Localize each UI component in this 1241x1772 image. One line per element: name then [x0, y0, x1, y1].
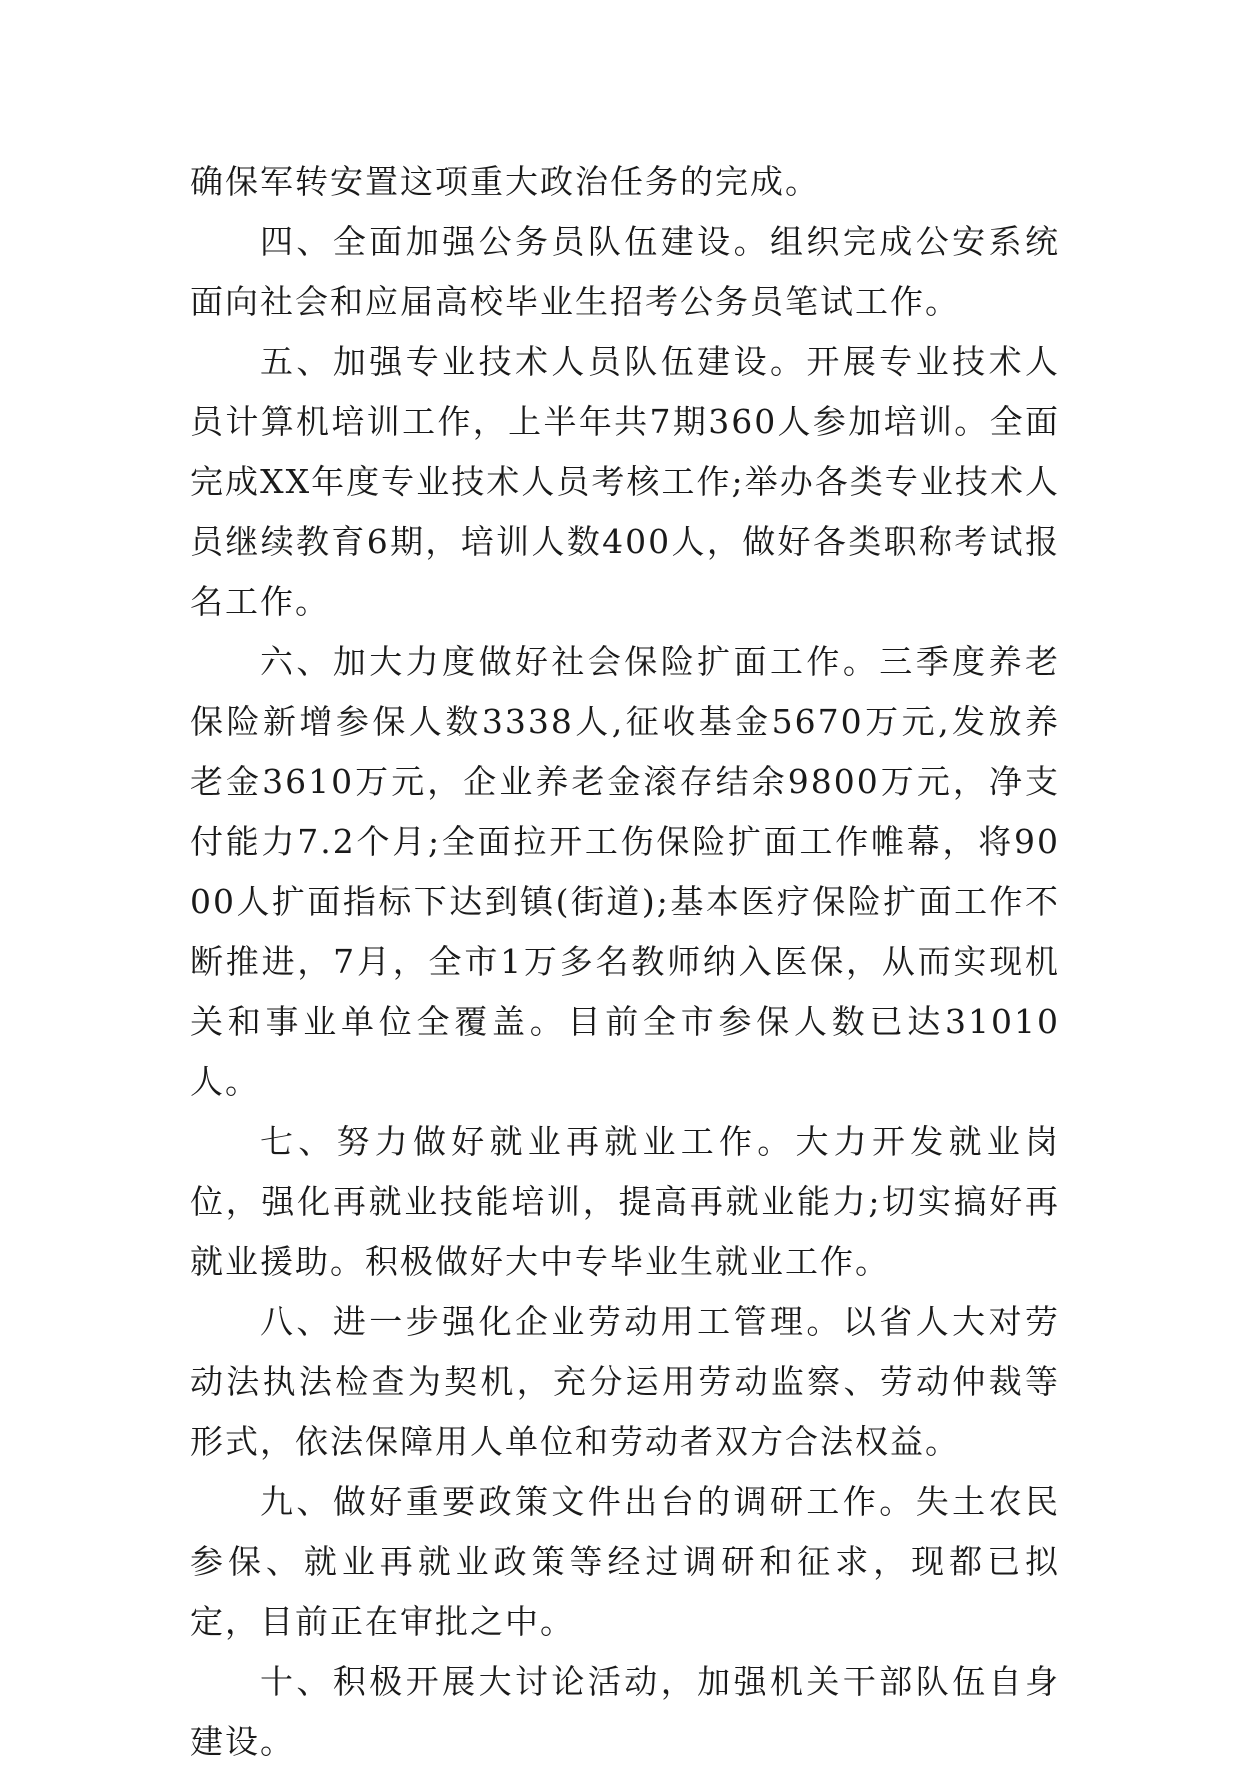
paragraph-social-insurance: 六、加大力度做好社会保险扩面工作。三季度养老保险新增参保人数3338人,征收基金5670万元,发放养老金3610万元，企业养老金滚存结余9800万元，净支付能力7.2个月;全面拉开工伤保险扩面工作帷幕，将9000人扩面指标下达到镇(街道);基本医疗保险扩面工作不断推进，7月，全市1万多名教师纳入医保，从而实现机关和事业单位全覆盖。目前全市参保人数已达31010人。 [190, 642, 1060, 1101]
paragraph-policy-research: 九、做好重要政策文件出台的调研工作。失土农民参保、就业再就业政策等经过调研和征求，现都已拟定，目前正在审批之中。 [190, 1482, 1060, 1641]
paragraph-discussion-activity: 十、积极开展大讨论活动，加强机关干部队伍自身建设。 [190, 1662, 1060, 1761]
paragraph-employment: 七、努力做好就业再就业工作。大力开发就业岗位，强化再就业技能培训，提高再就业能力;切实搞好再就业援助。积极做好大中专毕业生就业工作。 [190, 1122, 1060, 1281]
document-body [190, 152, 1060, 1772]
paragraph-labor-management: 八、进一步强化企业劳动用工管理。以省人大对劳动法执法检查为契机，充分运用劳动监察、劳动仲裁等形式，依法保障用人单位和劳动者双方合法权益。 [190, 1302, 1060, 1461]
paragraph-continuation: 确保军转安置这项重大政治任务的完成。 [190, 162, 820, 201]
paragraph-civil-servants: 四、全面加强公务员队伍建设。组织完成公安系统面向社会和应届高校毕业生招考公务员笔试工作。 [190, 222, 1060, 321]
paragraph-technical-staff: 五、加强专业技术人员队伍建设。开展专业技术人员计算机培训工作，上半年共7期360人参加培训。全面完成XX年度专业技术人员考核工作;举办各类专业技术人员继续教育6期，培训人数400人，做好各类职称考试报名工作。 [190, 342, 1060, 621]
